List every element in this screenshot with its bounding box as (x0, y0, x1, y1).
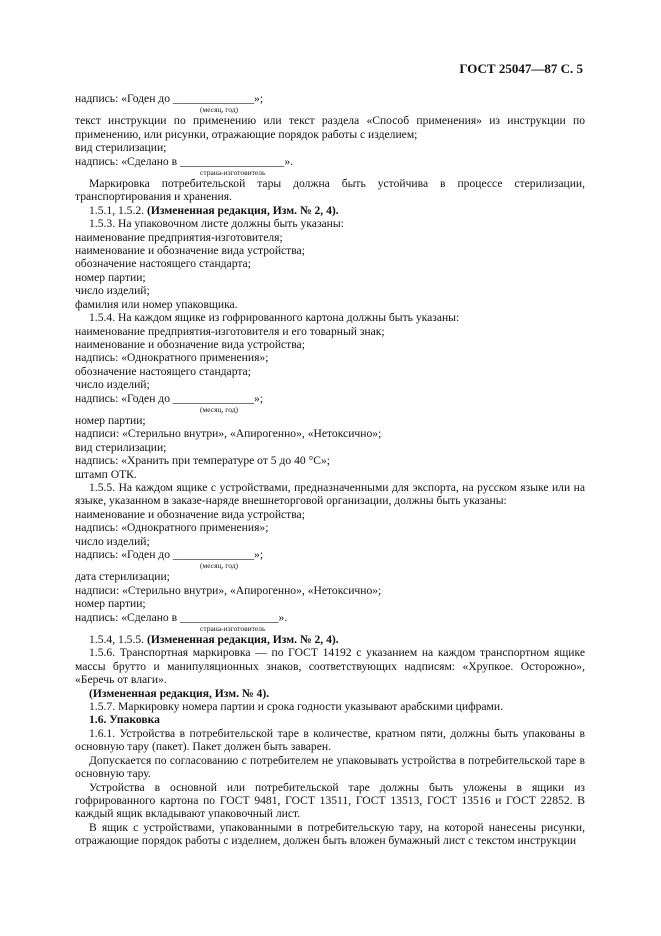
text-line: дата стерилизации; (75, 570, 170, 584)
field-caption: страна-изготовитель (200, 168, 266, 178)
text-line: надпись: «Однократного применения»; (75, 351, 269, 365)
text-line: надпись: «Однократного применения»; (75, 521, 269, 535)
text-line: наименование предприятия-изготовителя и его товарный знак; (75, 324, 385, 338)
document-body (75, 92, 585, 848)
text-line: вид стерилизации; (75, 440, 167, 454)
text-line: Допускается по согласованию с потребителем не упаковывать устройства в потребительской таре в основную тару. (75, 753, 585, 781)
text-line: число изделий; (75, 378, 150, 392)
text-line: 1.6. Упаковка (89, 713, 160, 727)
text-line: наименование и обозначение вида устройства; (75, 244, 305, 258)
field-caption: (месяц, год) (200, 561, 239, 571)
text-line: наименование предприятия-изготовителя; (75, 230, 283, 244)
text-line: обозначение настоящего стандарта; (75, 257, 251, 271)
text-line: В ящик с устройствами, упакованными в потребительскую тару, на которой нанесены рисунки, отражающие порядок работы с изделием, должен быть вложен бумажный лист с текстом инструкции (75, 820, 585, 848)
text-line: надпись: «Хранить при температуре от 5 до 40 °С»; (75, 454, 330, 468)
text-line: 1.6.1. Устройства в потребительской таре в количестве, кратном пяти, должны быть упакованы в основную тару (пакет). Пакет должен быть заварен. (75, 726, 585, 754)
field-caption: страна-изготовитель (200, 624, 266, 634)
text-line: номер партии; (75, 413, 146, 427)
text-line: номер партии; (75, 270, 146, 284)
text-line: надпись: «Сделано в _________________». (75, 610, 288, 624)
text-line: 1.5.3. На упаковочном листе должны быть указаны: (89, 217, 344, 231)
text-line: надпись: «Годен до ______________»; (75, 391, 264, 405)
text-line: надпись: «Годен до ______________»; (75, 548, 264, 561)
text-line: 1.5.4. На каждом ящике из гофрированного картона должны быть указаны: (89, 311, 460, 325)
text-line: 1.5.7. Маркировку номера партии и срока годности указывают арабскими цифрами. (89, 700, 503, 714)
text-line: номер партии; (75, 597, 146, 611)
text-line: надпись: «Годен до ______________»; (75, 92, 264, 105)
text-line: надпись: «Сделано в __________________». (75, 154, 294, 168)
text-line: надписи: «Стерильно внутри», «Апирогенно», «Нетоксично»; (75, 427, 382, 441)
text-line: 1.5.1, 1.5.2. (Измененная редакция, Изм. № 2, 4). (89, 203, 339, 217)
field-caption: (месяц, год) (200, 404, 239, 414)
text-line: обозначение настоящего стандарта; (75, 364, 251, 378)
field-caption: (месяц, год) (200, 105, 239, 115)
text-line: штамп ОТК. (75, 467, 137, 481)
text-line: наименование и обозначение вида устройства; (75, 337, 305, 351)
text-line: наименование и обозначение вида устройства; (75, 507, 305, 521)
text-line: 1.5.4, 1.5.5. (Измененная редакция, Изм. № 2, 4). (89, 633, 339, 647)
text-line: Устройства в основной или потребительской таре должны быть уложены в ящики из гофрированного картона по ГОСТ 9481, ГОСТ 13511, ГОСТ 13513, ГОСТ 13516 и ГОСТ 22852. В каждый ящик вкладывают упаковочный лист. (75, 780, 585, 821)
text-line: вид стерилизации; (75, 141, 167, 155)
text-line: надписи: «Стерильно внутри», «Апирогенно», «Нетоксично»; (75, 583, 382, 597)
page-header: ГОСТ 25047—87 С. 5 (459, 61, 583, 76)
text-line: число изделий; (75, 284, 150, 298)
text-line: 1.5.5. На каждом ящике с устройствами, предназначенными для экспорта, на русском языке или на языке, указанном в заказе-наряде внешнеторговой организации, должны быть указаны: (75, 480, 585, 508)
text-line: (Измененная редакция, Изм. № 4). (89, 686, 270, 700)
text-line: фамилия или номер упаковщика. (75, 297, 238, 311)
text-line: 1.5.6. Транспортная маркировка — по ГОСТ 14192 с указанием на каждом транспортном ящике массы брутто и манипуляционных знаков, соответствующих надписям: «Хрупкое. Осторожно», «Беречь от влаги». (75, 646, 585, 687)
text-line: Маркировка потребительской тары должна быть устойчива в процессе стерилизации, транспортирования и хранения. (75, 177, 585, 204)
text-line: число изделий; (75, 534, 150, 548)
text-line: текст инструкции по применению или текст раздела «Способ применения» из инструкции по применению, или рисунки, отражающие порядок работы с изделием; (75, 114, 585, 141)
